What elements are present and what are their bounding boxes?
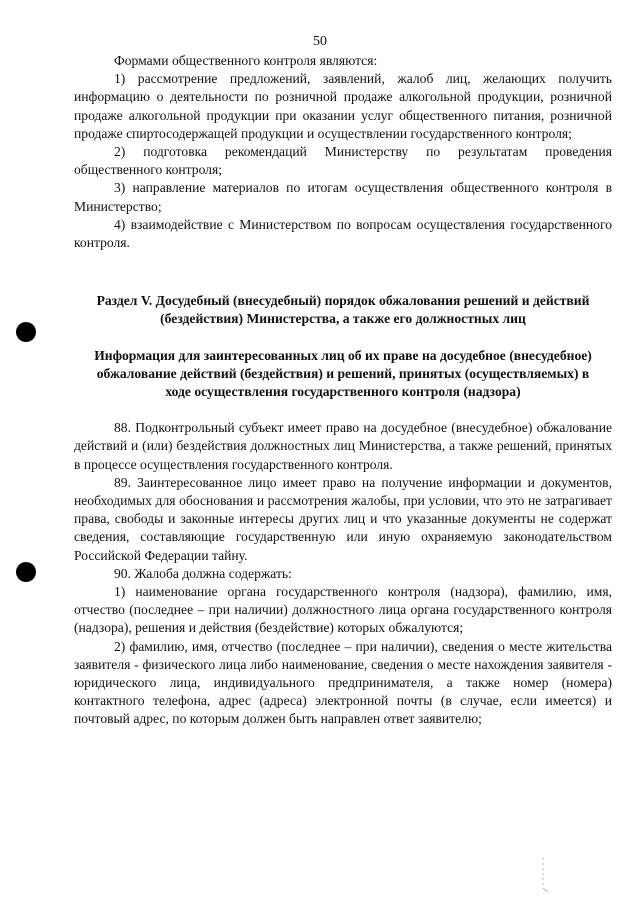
paragraph-89: 89. Заинтересованное лицо имеет право на получение информации и документов, необходимых для обоснования и рассмотрения жалобы, при условии, что это не затрагивает права, свободы и законные интересы других лиц и что указанные документы не содержат сведения, составляющие государственную или иную охраняемую законодательством Российской Федерации тайну. bbox=[74, 474, 612, 563]
intro-item-3: 3) направление материалов по итогам осуществления общественного контроля в Министерство; bbox=[74, 180, 612, 214]
intro-lead: Формами общественного контроля являются: bbox=[114, 53, 378, 68]
paragraph-90-item-1: 1) наименование органа государственного контроля (надзора), фамилию, имя, отчество (последнее – при наличии) должностного лица органа государственного контроля (надзора), решения и действия (бездействие) которых обжалуются; bbox=[74, 584, 612, 636]
section-title: Раздел V. Досудебный (внесудебный) порядок обжалования решений и действий (бездействия) Министерства, а также его должностных лиц bbox=[96, 293, 590, 327]
intro-item-2: 2) подготовка рекомендаций Министерству по результатам проведения общественного контроля; bbox=[74, 144, 612, 178]
paragraph-90: 90. Жалоба должна содержать: bbox=[114, 565, 292, 581]
document-body bbox=[74, 52, 612, 729]
binder-hole-bottom bbox=[16, 562, 36, 582]
paragraph-90-item-2: 2) фамилию, имя, отчество (последнее – при наличии), сведения о месте жительства заявителя - физического лица либо наименование, сведения о месте нахождения заявителя - юридического лица, индивидуального предпринимателя, а также номер (номера) контактного телефона, адрес (адреса) электронной почты (в случае, если имеется) и почтовый адрес, по которым должен быть направлен ответ заявителю; bbox=[74, 638, 612, 727]
scan-artifact bbox=[540, 856, 550, 896]
section-subtitle: Информация для заинтересованных лиц об их праве на досудебное (внесудебное) обжалование действий (бездействия) и решений, принятых (осуществляемых) в ходе осуществления государственного контроля (надзора) bbox=[94, 348, 592, 400]
intro-item-4: 4) взаимодействие с Министерством по вопросам осуществления государственного контроля. bbox=[74, 216, 612, 251]
page-number: 50 bbox=[313, 34, 327, 49]
intro-item-1: 1) рассмотрение предложений, заявлений, жалоб лиц, желающих получить информацию о деятельности по розничной продаже алкогольной продукции, розничной продаже алкогольной продукции при оказании услуг общественного питания, розничной продаже спиртосодержащей продукции и осуществлении государственного контроля; bbox=[74, 71, 612, 141]
binder-hole-top bbox=[16, 322, 36, 342]
paragraph-88: 88. Подконтрольный субъект имеет право на досудебное (внесудебное) обжалование действий и (или) бездействия должностных лиц Министерства, а также решений, принятых в процессе осуществления государственного контроля. bbox=[74, 420, 612, 472]
